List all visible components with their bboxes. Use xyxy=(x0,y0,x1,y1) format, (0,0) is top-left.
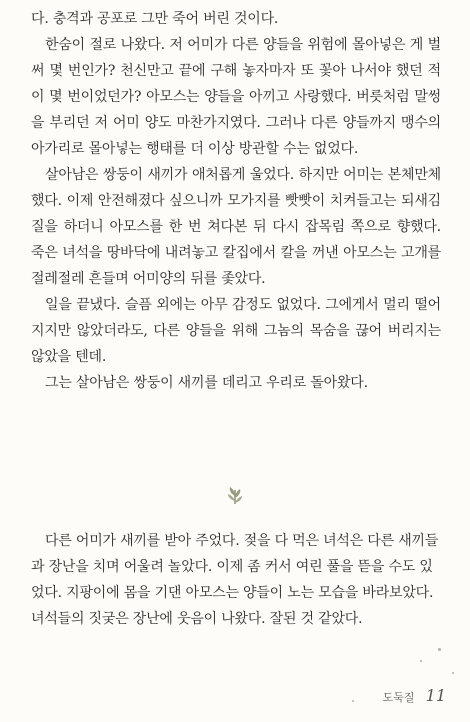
section-2-text xyxy=(31,528,441,632)
section-2-paragraph-1: 다른 어미가 새끼를 받아 주었다. 젖을 다 먹은 녀석은 다른 새끼들과 장난을 치며 어울려 놀았다. 이제 좀 커서 여린 풀을 뜯을 수도 있었다. 지팡이에 몸을 기댄 아모스는 양들이 노는 모습을 바라보았다. 녀석들의 짓궂은 장난에 웃음이 나왔다. 잘된 것 같았다. xyxy=(31,533,439,627)
paragraph-4: 일을 끝냈다. 슬픔 외에는 아무 감정도 없었다. 그에게서 멀리 떨어지지만 않았더라도, 다른 양들을 위해 그놈의 목숨을 끊어 버리지는 않았을 텐데. xyxy=(31,297,441,365)
paper-speck xyxy=(438,648,441,651)
page-footer xyxy=(383,686,446,705)
paragraph-1: 다. 충격과 공포로 그만 죽어 버린 것이다. xyxy=(31,11,279,27)
paper-speck xyxy=(420,660,422,662)
body-text xyxy=(31,6,441,396)
paragraph-2: 한숨이 절로 나왔다. 저 어미가 다른 양들을 위험에 몰아넣은 게 벌써 몇 번인가? 천신만고 끝에 구해 놓자마자 또 꽃아 나서야 했던 적이 몇 번이었던가? 아모스는 양들을 아끼고 사랑했다. 버릇처럼 말썽을 부리던 저 어미 양도 마찬가지였다. 그러나 다른 양들까지 맹수의 아가리로 몰아넣는 행태를 더 이상 방관할 수는 없었다. xyxy=(31,37,441,157)
paper-speck xyxy=(352,700,354,702)
page-number: 11 xyxy=(425,686,446,705)
paragraph-5: 그는 살아남은 쌍둥이 새끼를 데리고 우리로 돌아왔다. xyxy=(45,375,368,391)
section-break-ornament-icon xyxy=(219,484,251,506)
paper-speck xyxy=(452,672,454,674)
paragraph-3: 살아남은 쌍둥이 새끼가 애처롭게 울었다. 하지만 어미는 본체만체했다. 이제 안전해졌다 싶으니까 모가지를 빳빳이 치켜들고는 되새김질을 하더니 아모스를 한 번 쳐다본 뒤 다시 잡목림 쪽으로 향했다. 죽은 녀석을 땅바닥에 내려놓고 칼집에서 칼을 꺼낸 아모스는 고개를 절레절레 흔들며 어미양의 뒤를 좇았다. xyxy=(31,167,441,287)
running-title: 도둑질 xyxy=(382,691,415,704)
